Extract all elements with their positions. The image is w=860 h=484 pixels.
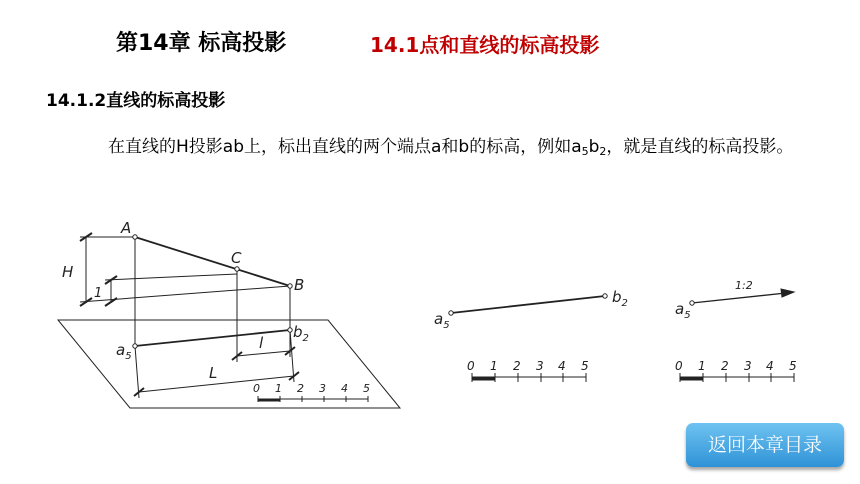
label-b2: $b_2$ [293, 323, 309, 344]
scale-tick-label: 4 [558, 359, 566, 373]
label-L: L [209, 364, 218, 382]
scale-tick-label: 3 [536, 359, 544, 373]
scale-tick-label: 5 [581, 359, 589, 373]
slope-label: 1:2 [735, 279, 753, 292]
scale-bar [258, 396, 368, 402]
label-C: C [231, 249, 242, 267]
label-A: A [121, 219, 132, 237]
scale-tick-label: 5 [789, 359, 797, 373]
slope-arrow-line [692, 293, 786, 303]
chapter-title: 第14章 标高投影 [116, 31, 287, 56]
scale-tick-label: 1 [490, 359, 498, 373]
scale-tick-label: 1 [275, 382, 282, 395]
label-B: B [294, 276, 305, 294]
scale-tick-label: 2 [297, 382, 304, 395]
label-a5: $a_5$ [675, 300, 691, 321]
scale-tick-label: 1 [698, 359, 706, 373]
scale-tick-label: 0 [675, 359, 683, 373]
label-a5: $a_5$ [434, 310, 450, 331]
section-title: 14.1点和直线的标高投影 [370, 33, 600, 57]
scale-tick-label: 4 [766, 359, 774, 373]
scale-tick-label: 0 [467, 359, 475, 373]
arrow-head-icon [781, 289, 794, 297]
label-l: l [259, 334, 264, 352]
back-to-chapter-button[interactable]: 返回本章目录 [686, 423, 844, 467]
dimension-l [237, 351, 290, 356]
label-H: H [62, 263, 74, 281]
scale-tick-label: 3 [319, 382, 326, 395]
scale-bar [472, 373, 586, 382]
scale-tick-label: 2 [513, 359, 521, 373]
paragraph-subscript: 5 [581, 145, 589, 158]
label-b2: $b_2$ [612, 288, 628, 309]
scale-tick-label: 0 [253, 382, 260, 395]
scale-tick-label: 4 [341, 382, 348, 395]
paragraph-text: ，就是直线的标高投影。 [606, 137, 794, 157]
figure-3d-projection [58, 233, 400, 408]
paragraph-text: 在直线的H投影ab上，标出直线的两个端点a和b的标高，例如a [108, 137, 582, 157]
projection-ab [135, 330, 290, 346]
reference-line [105, 274, 237, 280]
line-ab [451, 296, 605, 313]
line-AB [135, 237, 290, 286]
subsection-title: 14.1.2直线的标高投影 [46, 91, 226, 111]
paragraph-subscript: 2 [599, 145, 607, 158]
label-a5: $a_5$ [116, 341, 132, 362]
label-1: 1 [94, 286, 103, 301]
scale-tick-label: 2 [721, 359, 729, 373]
scale-tick-label: 3 [744, 359, 752, 373]
horizontal-plane [58, 320, 400, 408]
scale-tick-label: 5 [363, 382, 370, 395]
paragraph-text: b [588, 137, 600, 157]
scale-bar [680, 373, 794, 382]
